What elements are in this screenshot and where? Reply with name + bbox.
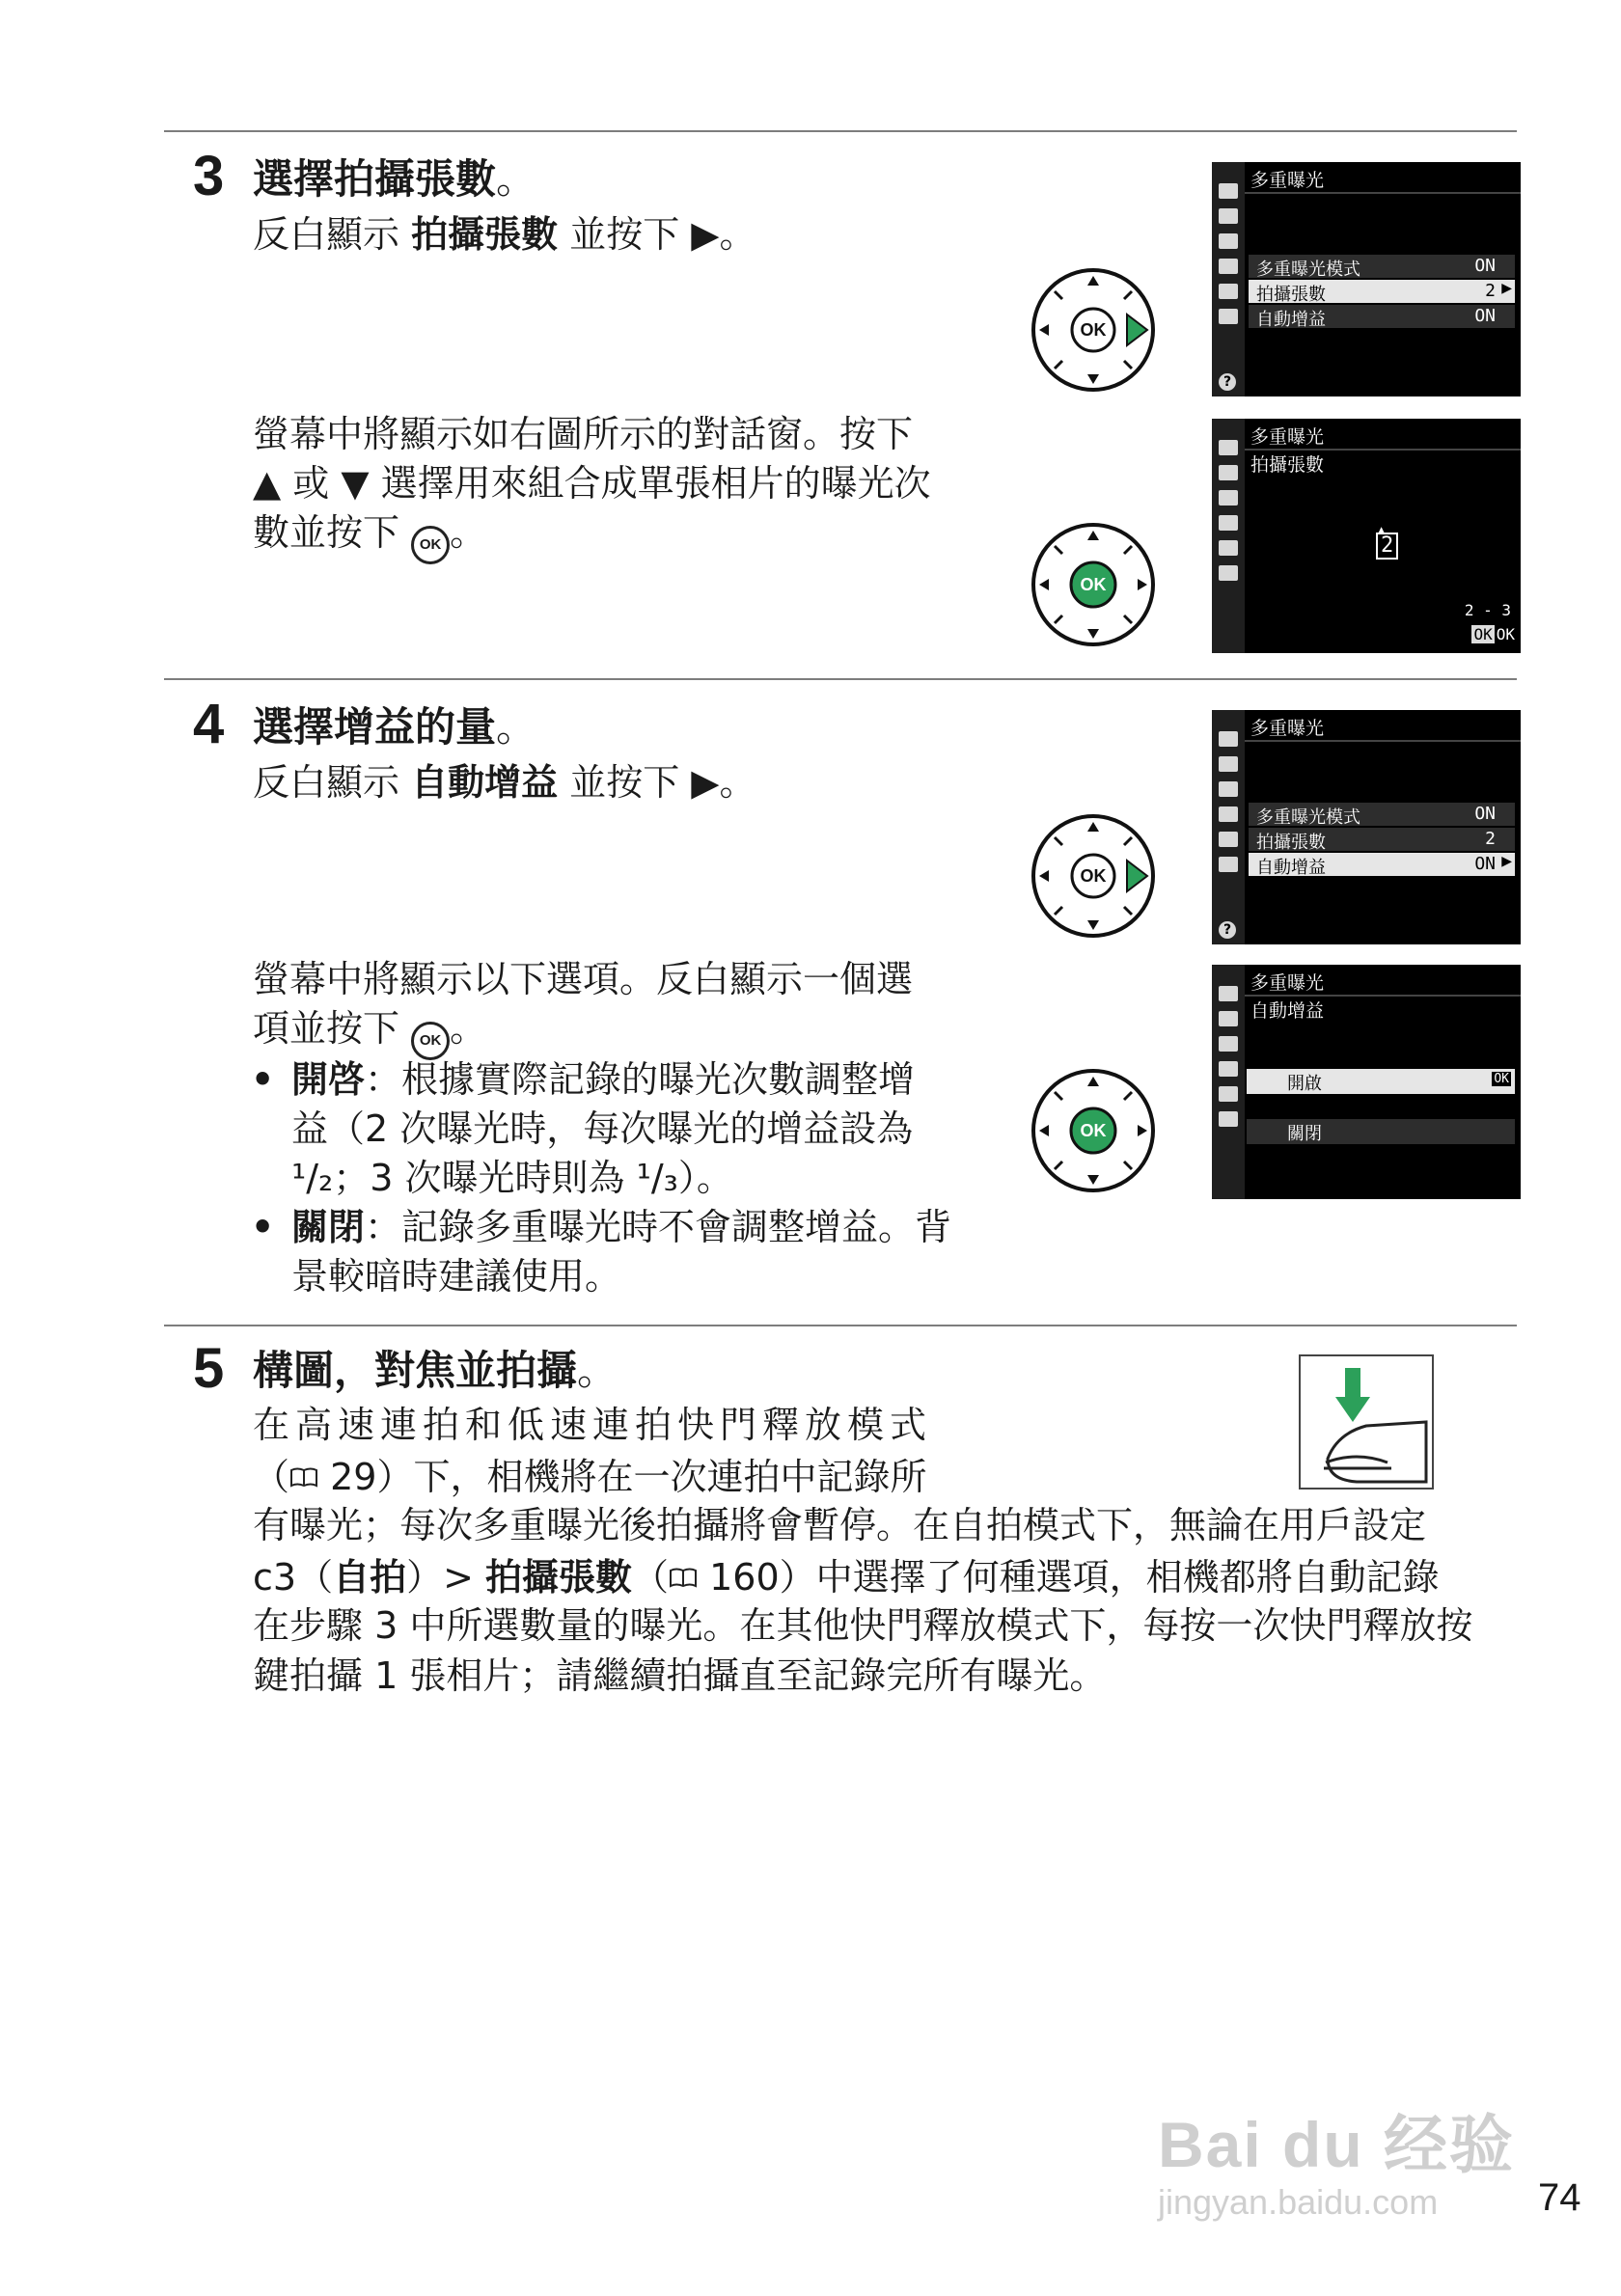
row-label: 多重曝光模式 xyxy=(1256,807,1360,828)
watermark-url: jingyan.baidu.com xyxy=(1158,2182,1439,2222)
arrow-right-icon: ▶ xyxy=(1501,854,1512,869)
step4-bullet-off xyxy=(251,1203,952,1301)
step4-para1 xyxy=(253,758,756,807)
menu-sidebar xyxy=(1212,710,1245,944)
camera-screen-gain-dialog xyxy=(1212,965,1521,1199)
step5-line3: 有曝光；每次多重曝光後拍攝將會暫停。在自拍模式下，無論在用戶設定 xyxy=(253,1504,1427,1546)
step4-heading-text: 選擇增益的量 xyxy=(253,703,497,751)
playback-menu-icon xyxy=(1219,440,1238,455)
multi-selector-right-icon xyxy=(1030,812,1157,940)
screen-subtitle: 自動增益 xyxy=(1250,1000,1325,1022)
step3-para2-line2: ▲ 或 ▼ 選擇用來組合成單張相片的曝光次 xyxy=(253,462,931,505)
screen-title: 多重曝光 xyxy=(1250,972,1325,994)
step3-heading-text: 選擇拍攝張數 xyxy=(253,155,497,203)
step5-line1: 在高速連拍和低速連拍快門釋放模式 xyxy=(253,1404,933,1446)
screen-title: 多重曝光 xyxy=(1250,170,1325,191)
bullet-on-line1 xyxy=(291,1055,915,1105)
step5-line4-c: ）> xyxy=(406,1556,486,1599)
step3-para1-prefix: 反白顯示 xyxy=(253,213,412,256)
bullet-off-bold: 關閉 xyxy=(291,1206,366,1248)
bullet-dot: • xyxy=(251,1058,275,1101)
row-value: ON xyxy=(1474,306,1496,326)
bullet-on-line3: ¹/₂；3 次曝光時則為 ¹/₃）。 xyxy=(291,1157,733,1199)
page-number: 74 xyxy=(1538,2176,1581,2219)
step4-para1-suffix: 並按下 ▶。 xyxy=(558,761,756,804)
retouch-menu-icon xyxy=(1219,540,1238,556)
row-label: 拍攝張數 xyxy=(1256,285,1326,305)
help-icon: ? xyxy=(1219,373,1236,391)
step5-line2 xyxy=(253,1451,926,1502)
watermark-brand: Bai du 经验 xyxy=(1158,2109,1516,2180)
menu-row-count xyxy=(1249,828,1515,851)
wrench-menu-icon xyxy=(1219,806,1238,822)
bullet-off-line2: 景較暗時建議使用。 xyxy=(291,1255,622,1298)
rule-top xyxy=(164,130,1517,132)
step4-para1-prefix: 反白顯示 xyxy=(253,761,412,804)
my-menu-icon xyxy=(1219,857,1238,872)
step5-line4-d: 拍攝張數 xyxy=(485,1556,633,1599)
step5-number: 5 xyxy=(193,1337,225,1400)
step5-heading-text: 構圖，對焦並拍攝 xyxy=(253,1347,578,1394)
step4-para2-line2 xyxy=(253,1004,913,1060)
step5-line2-prefix: （ xyxy=(253,1456,290,1498)
bullet-on-bold: 開啓 xyxy=(291,1058,366,1101)
step4-para2-line2-suffix: 。 xyxy=(450,1007,487,1050)
svg-text:OK: OK xyxy=(1080,320,1107,340)
step3-para2-line3 xyxy=(253,508,931,564)
step5-line4-f: 160）中選擇了何種選項，相機都將自動記錄 xyxy=(698,1556,1440,1599)
ok-badge-icon: OK xyxy=(1473,625,1493,643)
my-menu-icon xyxy=(1219,565,1238,581)
count-value: 2 xyxy=(1376,533,1398,560)
step4-para1-bold: 自動增益 xyxy=(411,761,559,804)
wrench-menu-icon xyxy=(1219,1061,1238,1077)
playback-menu-icon xyxy=(1219,731,1238,747)
step4-para2-line2-prefix: 項並按下 xyxy=(253,1007,412,1050)
help-icon: ? xyxy=(1219,921,1236,939)
screen-subtitle: 拍攝張數 xyxy=(1250,454,1325,476)
screen-title-rule xyxy=(1245,192,1521,194)
step3-para2-line1: 螢幕中將顯示如右圖所示的對話窗。按下 xyxy=(253,413,914,455)
step3-para2 xyxy=(253,410,931,564)
menu-row-mode xyxy=(1249,255,1515,278)
step5-heading xyxy=(253,1347,618,1395)
shutter-press-icon xyxy=(1299,1354,1434,1490)
row-value: 2 xyxy=(1485,281,1496,301)
step4-number: 4 xyxy=(193,693,225,755)
step3-heading-end: 。 xyxy=(496,155,537,203)
camera-screen-menu-gain xyxy=(1212,710,1521,944)
menu-row-gain xyxy=(1249,305,1515,328)
bullet-on-line2: 益（2 次曝光時，每次曝光的增益設為 xyxy=(291,1107,914,1150)
row-value: ON xyxy=(1474,854,1496,874)
option-label: 關閉 xyxy=(1287,1124,1322,1144)
row-value: ON xyxy=(1474,804,1496,824)
bullet-on-text: ：根據實際記錄的曝光次數調整增 xyxy=(365,1058,916,1101)
multi-selector-right-icon xyxy=(1030,266,1157,394)
step3-para2-line3-suffix: 。 xyxy=(450,511,487,554)
camera-menu-icon xyxy=(1219,756,1238,772)
step5-line5: 在步驟 3 中所選數量的曝光。在其他快門釋放模式下，每按一次快門釋放按 xyxy=(253,1604,1473,1647)
ok-button-glyph: OK xyxy=(411,1022,450,1060)
screen-title: 多重曝光 xyxy=(1250,718,1325,739)
playback-menu-icon xyxy=(1219,986,1238,1001)
svg-text:OK: OK xyxy=(1080,1121,1107,1140)
step5-line4-b: 自拍 xyxy=(333,1556,407,1599)
gain-option-on xyxy=(1247,1069,1515,1094)
svg-text:OK: OK xyxy=(1080,866,1107,886)
ok-hint xyxy=(1471,625,1515,643)
step5-heading-end: 。 xyxy=(577,1347,618,1394)
pencil-menu-icon xyxy=(1219,781,1238,797)
multi-selector-ok-icon xyxy=(1030,521,1157,648)
step4-para2 xyxy=(253,955,913,1060)
step4-bullet-on xyxy=(251,1055,916,1203)
camera-screen-menu-count xyxy=(1212,162,1521,396)
step5-line4-a: c3（ xyxy=(253,1556,334,1599)
bullet-dot: • xyxy=(251,1206,275,1248)
ok-badge-icon: OK xyxy=(1494,1072,1509,1086)
bullet-off-text: ：記錄多重曝光時不會調整增益。背 xyxy=(365,1206,952,1248)
step5-line4-e: （ xyxy=(632,1556,670,1599)
camera-screen-count-dialog xyxy=(1212,419,1521,653)
svg-text:OK: OK xyxy=(1080,575,1107,594)
step4-heading-end: 。 xyxy=(496,703,537,751)
my-menu-icon xyxy=(1219,309,1238,324)
menu-row-mode xyxy=(1249,803,1515,826)
book-reference-icon xyxy=(669,1551,698,1572)
book-reference-icon xyxy=(289,1451,318,1472)
step5-line6: 鍵拍攝 1 張相片；請繼續拍攝直至記錄完所有曝光。 xyxy=(253,1654,1107,1697)
menu-sidebar xyxy=(1212,162,1245,396)
wrench-menu-icon xyxy=(1219,515,1238,531)
step3-para1 xyxy=(253,210,756,260)
row-label: 拍攝張數 xyxy=(1256,833,1326,853)
camera-menu-icon xyxy=(1219,1011,1238,1026)
step3-para2-line3-prefix: 數並按下 xyxy=(253,511,412,554)
playback-menu-icon xyxy=(1219,183,1238,199)
row-value: ON xyxy=(1474,256,1496,276)
pencil-menu-icon xyxy=(1219,233,1238,249)
option-label: 開啟 xyxy=(1287,1074,1322,1094)
menu-sidebar xyxy=(1212,419,1245,653)
step3-para1-bold: 拍攝張數 xyxy=(411,213,559,256)
step4-heading xyxy=(253,703,536,752)
arrow-right-icon: ▶ xyxy=(1501,281,1512,296)
retouch-menu-icon xyxy=(1219,284,1238,299)
row-label: 多重曝光模式 xyxy=(1256,260,1360,280)
step3-para1-suffix: 並按下 ▶。 xyxy=(558,213,756,256)
camera-menu-icon xyxy=(1219,465,1238,480)
pencil-menu-icon xyxy=(1219,490,1238,506)
bullet-off-line1 xyxy=(291,1203,951,1252)
wrench-menu-icon xyxy=(1219,259,1238,274)
count-range: 2 - 3 xyxy=(1464,601,1511,619)
up-arrow-icon: ▲ xyxy=(1378,523,1386,536)
ok-hint-label: OK xyxy=(1496,625,1515,643)
row-value: 2 xyxy=(1485,829,1496,849)
multi-selector-ok-icon xyxy=(1030,1067,1157,1194)
step5-line2-suffix: 29）下，相機將在一次連拍中記錄所 xyxy=(318,1456,927,1498)
gain-option-off xyxy=(1247,1119,1515,1144)
row-label: 自動增益 xyxy=(1256,858,1326,878)
rule-step4 xyxy=(164,678,1517,680)
step3-heading xyxy=(253,155,536,204)
step5-line4 xyxy=(253,1551,1440,1602)
retouch-menu-icon xyxy=(1219,1086,1238,1102)
screen-title-rule xyxy=(1245,740,1521,742)
camera-menu-icon xyxy=(1219,208,1238,224)
ok-button-glyph: OK xyxy=(411,526,450,564)
row-label: 自動增益 xyxy=(1256,310,1326,330)
menu-sidebar xyxy=(1212,965,1245,1199)
menu-row-gain xyxy=(1249,853,1515,876)
pencil-menu-icon xyxy=(1219,1036,1238,1052)
rule-step5 xyxy=(164,1325,1517,1326)
screen-title: 多重曝光 xyxy=(1250,426,1325,448)
step3-number: 3 xyxy=(193,145,225,207)
menu-row-count xyxy=(1249,280,1515,303)
retouch-menu-icon xyxy=(1219,832,1238,847)
my-menu-icon xyxy=(1219,1111,1238,1127)
step4-para2-line1: 螢幕中將顯示以下選項。反白顯示一個選 xyxy=(253,958,914,1000)
